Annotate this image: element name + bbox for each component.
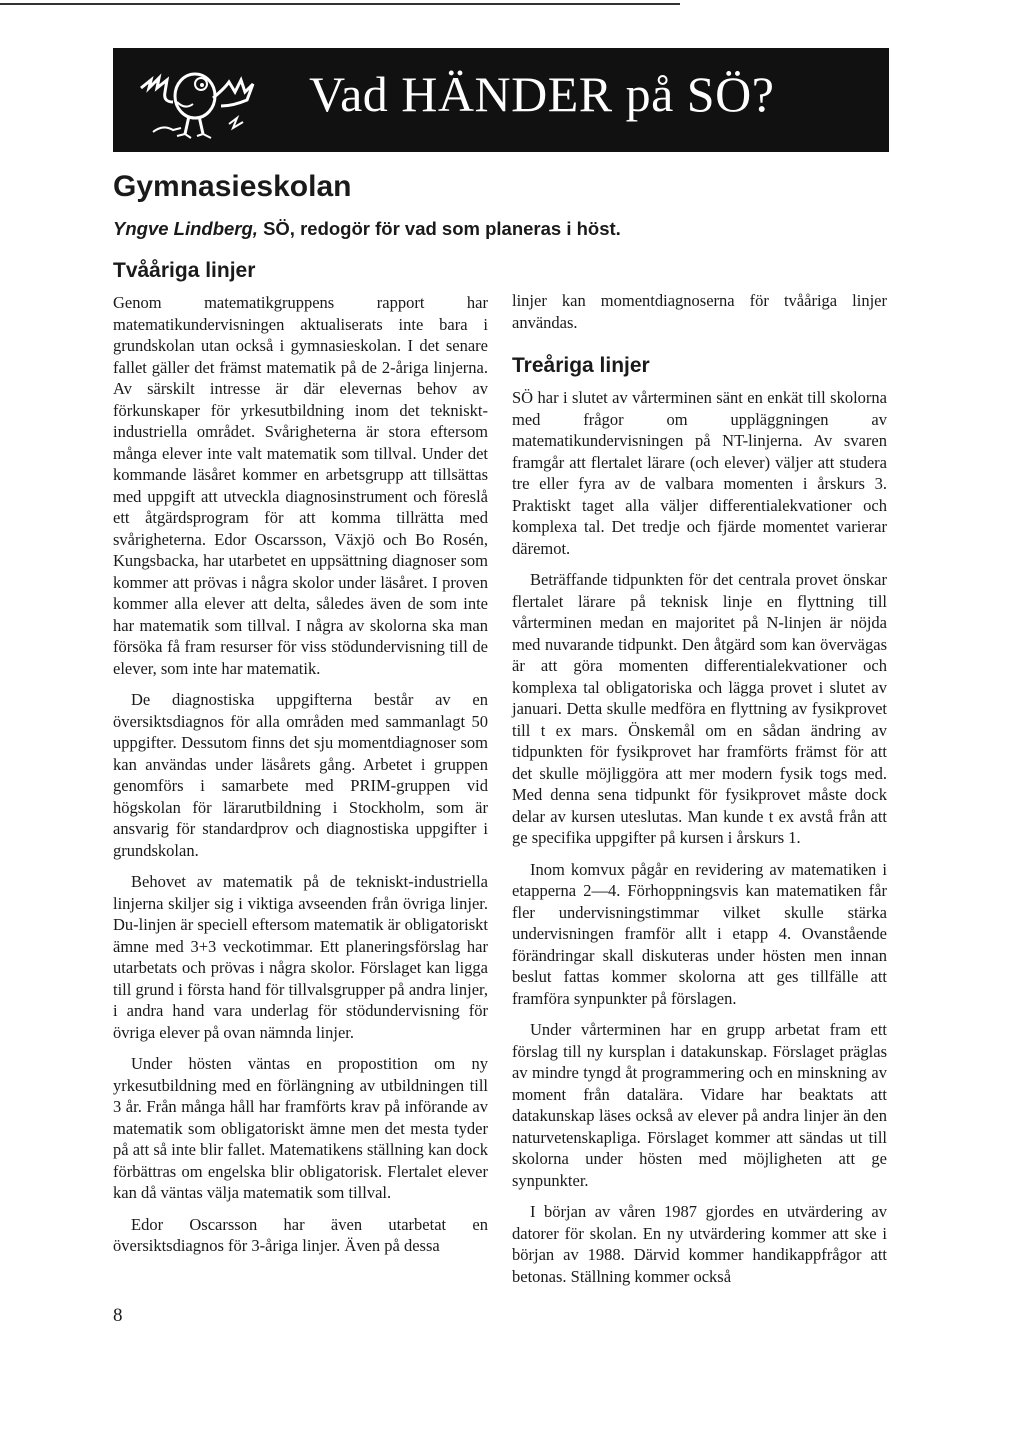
- paragraph: Under vårterminen har en grupp arbetat fram ett förslag till ny kursplan i datakunskap. Förslaget präglas av mindre tyngd åt programmering och en minskning av moment från datalära. Vidare har beaktats att datakunskap läses också av elever på andra linjer än den naturvetenskapliga. Förslaget kommer att sändas ut till skolorna under hösten med möjligheten att ge synpunkter.: [512, 1020, 887, 1190]
- paragraph: SÖ har i slutet av vårterminen sänt en enkät till skolorna med frågor om uppläggningen av matematikundervisningen på NT-linjerna. Av svaren framgår att flertalet lärare (och elever) väljer att studera tre eller fyra av de valbara momenten i årskurs 3. Praktiskt taget alla väljer differentialekvationer och komplexa tal. Det tredje och fjärde momentet varierar däremot.: [512, 388, 887, 558]
- heading-tvaariga: Tvååriga linjer: [113, 259, 256, 282]
- paragraph: I början av våren 1987 gjordes en utvärdering av datorer för skolan. En ny utvärdering kommer att ske i början av 1988. Därvid kommer handikappfrågor att betonas. Ställning kommer också: [512, 1202, 887, 1286]
- byline-author: Yngve Lindberg,: [113, 218, 258, 239]
- right-column: [512, 290, 887, 1287]
- header-banner: [113, 48, 889, 152]
- paragraph: Edor Oscarsson har även utarbetat en översiktsdiagnos för 3-åriga linjer. Även på dessa: [113, 1214, 488, 1255]
- paragraph: Behovet av matematik på de tekniskt-industriella linjerna skiljer sig i viktiga avseenden från övriga linjer. Du-linjen är speciell eftersom matematik är obligatoriskt ämne med 3+3 veckotimmar. Ett planeringsförslag har utarbetats och prövas i några skolor. Förslaget kan ligga till grund i första hand för tillvalsgrupper på andra linjer, i andra hand vara underlag för stödundervisning för övriga elever på ovan nämnda linjer.: [113, 872, 488, 1042]
- banner-title: Vad HÄNDER på SÖ?: [309, 66, 775, 122]
- bird-mascot-icon: [133, 58, 283, 144]
- top-rule: [0, 3, 680, 5]
- left-column: [113, 256, 488, 1257]
- section-title: Gymnasieskolan: [113, 170, 352, 203]
- paragraph: Beträffande tidpunkten för det centrala provet önskar flertalet lärare på teknisk linje en flyttning till vårterminen medan en majoritet på N-linjen är nöjda med nuvarande tidpunkt. Den åtgärd som kan övervägas är att göra momenten differentialekvationer och komplexa tal obligatoriska och lägga provet i slutet av januari. Detta skulle medföra en flyttning av fysikprovet till t ex mars. Önskemål om en sådan ändring av tidpunkten för fysikprovet har framförts främst för att det skulle möjliggöra att mer modern fysik togs med. Med denna sena tidpunkt för fysikprovet måste dock delar av kursen uteslutas. Man kunde t ex avstå från att ge specifika uppgifter på kursen i årskurs 1.: [512, 570, 887, 847]
- page-number: 8: [113, 1305, 123, 1326]
- paragraph: Inom komvux pågår en revidering av matematiken i etapperna 2—4. Förhoppningsvis kan matematiken får fler undervisningstimmar vilket skulle stärka undervisningen framför allt i etapp 4. Ovanstående förändringar skall diskuteras under hösten men innan beslut fattas kommer skolorna att ges tillfälle att framföra synpunkter på förslagen.: [512, 859, 887, 1008]
- heading-trearia: Treåriga linjer: [512, 354, 650, 377]
- paragraph: De diagnostiska uppgifterna består av en översiktsdiagnos för alla områden med sammanlagt 50 uppgifter. Dessutom finns det sju momentdiagnoser som kan användas under läsårets gång. Arbetet i gruppen genomförs i samarbete med PRIM-gruppen vid högskolan för lärarutbildning i Stockholm, som är ansvarig för standardprov och diagnostiska uppgifter i grundskolan.: [113, 690, 488, 860]
- paragraph: Under hösten väntas en propostition om ny yrkesutbildning med en förlängning av utbildningen till 3 år. Från många håll har framförts krav på införande av matematik som obligatoriskt ämne men det mesta tyder på att så inte blir fallet. Matematikens ställning kan dock förbättras om engelska blir obligatorisk. Flertalet elever kan då väntas välja matematik som tillval.: [113, 1054, 488, 1202]
- byline-text: SÖ, redogör för vad som planeras i höst.: [263, 218, 621, 239]
- paragraph: Genom matematikgruppens rapport har matematikundervisningen aktualiserats inte bara i grundskolan utan också i gymnasieskolan. I det senare fallet gäller det främst matematik på de 2-åriga linjerna. Av särskilt intresse är där elevernas behov av förkunskaper för yrkesutbildning inom det tekniskt-industriella området. Svårigheterna är stora eftersom många elever inte valt matematik som tillval. Under det kommande läsåret kommer en arbetsgrupp att tillsättas med uppgift att utveckla diagnosinstrument och föreslå ett åtgärdsprogram för att komma tillrätta med svårigheterna. Edor Oscarsson, Växjö och Bo Rosén, Kungsbacka, har utarbetet en uppsättning diagnoser som kommer att prövas i några skolor under läsåret. I proven kommer alla elever att delta, således även de som inte har matematik som tillval. I några av skolorna ska man försöka få fram resurser för viss stödundervisning till de elever, som inte har matematik.: [113, 293, 488, 678]
- byline: [113, 216, 621, 242]
- paragraph: linjer kan momentdiagnoserna för tvååriga linjer användas.: [512, 291, 887, 332]
